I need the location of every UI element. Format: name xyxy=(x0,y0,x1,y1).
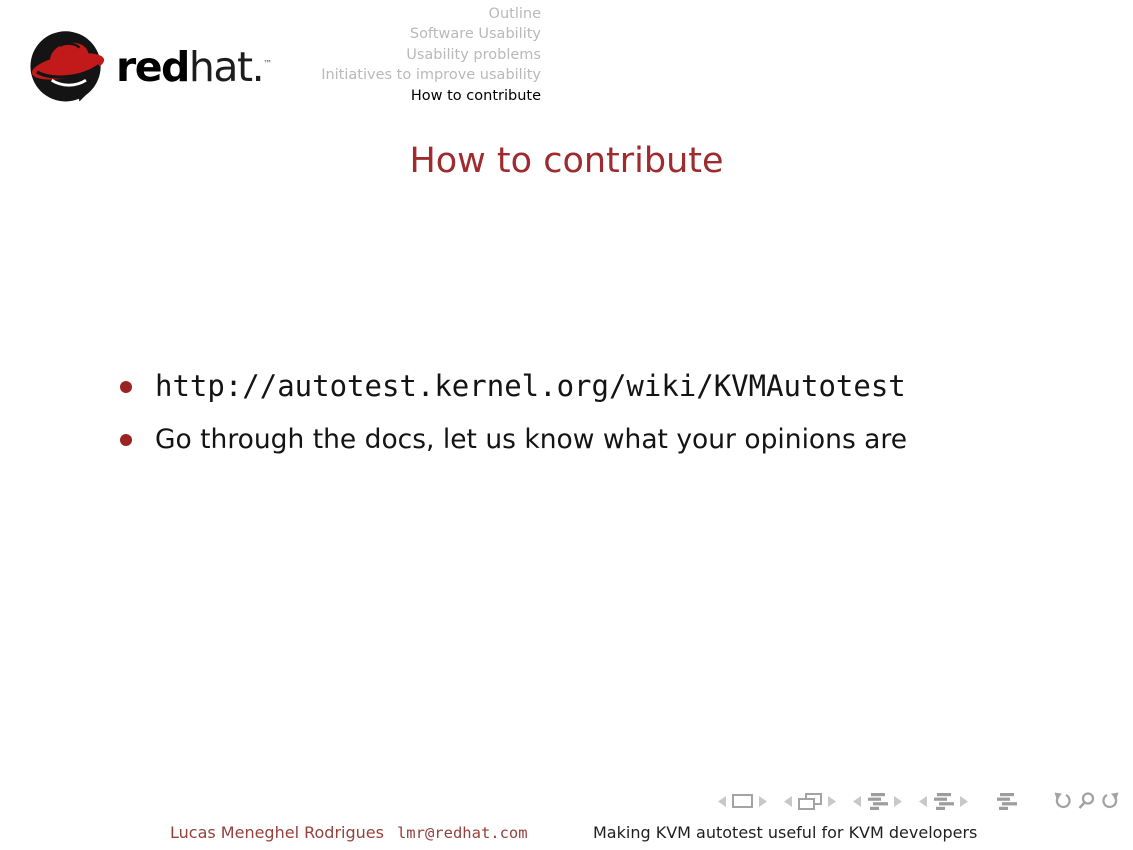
frame-nav-group xyxy=(784,793,836,810)
bullet-text: Go through the docs, let us know what your opinions are xyxy=(155,423,908,455)
nav-item-how-to-contribute[interactable]: How to contribute xyxy=(410,87,541,104)
slide-icon[interactable] xyxy=(732,794,753,808)
bullet-item xyxy=(120,368,907,406)
tools-nav-group xyxy=(1053,792,1120,810)
prev-frame-icon[interactable] xyxy=(784,796,792,807)
prev-section-icon[interactable] xyxy=(919,796,927,807)
brand-text-bold: red xyxy=(116,42,189,91)
trademark-symbol: ™ xyxy=(263,58,273,69)
forward-icon[interactable] xyxy=(1100,792,1120,810)
subsection-nav-group xyxy=(853,793,902,810)
author-name: Lucas Meneghel Rodrigues xyxy=(170,823,384,842)
bullet-icon xyxy=(120,381,132,393)
header-section-nav xyxy=(61,4,541,106)
next-section-icon[interactable] xyxy=(960,796,968,807)
bullet-list xyxy=(120,368,907,474)
presentation-end-icon[interactable] xyxy=(996,793,1017,810)
back-icon[interactable] xyxy=(1053,792,1073,810)
section-icon[interactable] xyxy=(933,793,954,810)
next-slide-icon[interactable] xyxy=(759,796,767,807)
find-icon[interactable] xyxy=(1077,792,1096,810)
slide-title: How to contribute xyxy=(409,141,724,181)
nav-item-usability-problems[interactable]: Usability problems xyxy=(406,46,541,63)
section-nav-group xyxy=(919,793,968,810)
subsection-icon[interactable] xyxy=(867,793,888,810)
next-subsection-icon[interactable] xyxy=(894,796,902,807)
presentation-end-group xyxy=(996,793,1017,810)
prev-subsection-icon[interactable] xyxy=(853,796,861,807)
bullet-url-link[interactable]: http://autotest.kernel.org/wiki/KVMAutotest xyxy=(155,369,906,403)
next-frame-icon[interactable] xyxy=(828,796,836,807)
nav-item-initiatives[interactable]: Initiatives to improve usability xyxy=(321,67,541,84)
nav-item-software-usability[interactable]: Software Usability xyxy=(409,26,541,43)
prev-slide-icon[interactable] xyxy=(718,796,726,807)
bullet-icon xyxy=(120,434,132,446)
bullet-item xyxy=(120,423,907,457)
author-email: lmr@redhat.com xyxy=(396,824,528,842)
nav-item-outline[interactable]: Outline xyxy=(488,6,541,22)
brand-text-regular: hat. xyxy=(188,42,264,91)
footer-presentation-title: Making KVM autotest useful for KVM developers xyxy=(593,823,978,842)
footer-author-block xyxy=(170,823,528,842)
frame-stack-icon[interactable] xyxy=(798,793,822,810)
beamer-navigation-symbols xyxy=(701,789,1120,813)
slide-nav-group xyxy=(718,794,767,808)
